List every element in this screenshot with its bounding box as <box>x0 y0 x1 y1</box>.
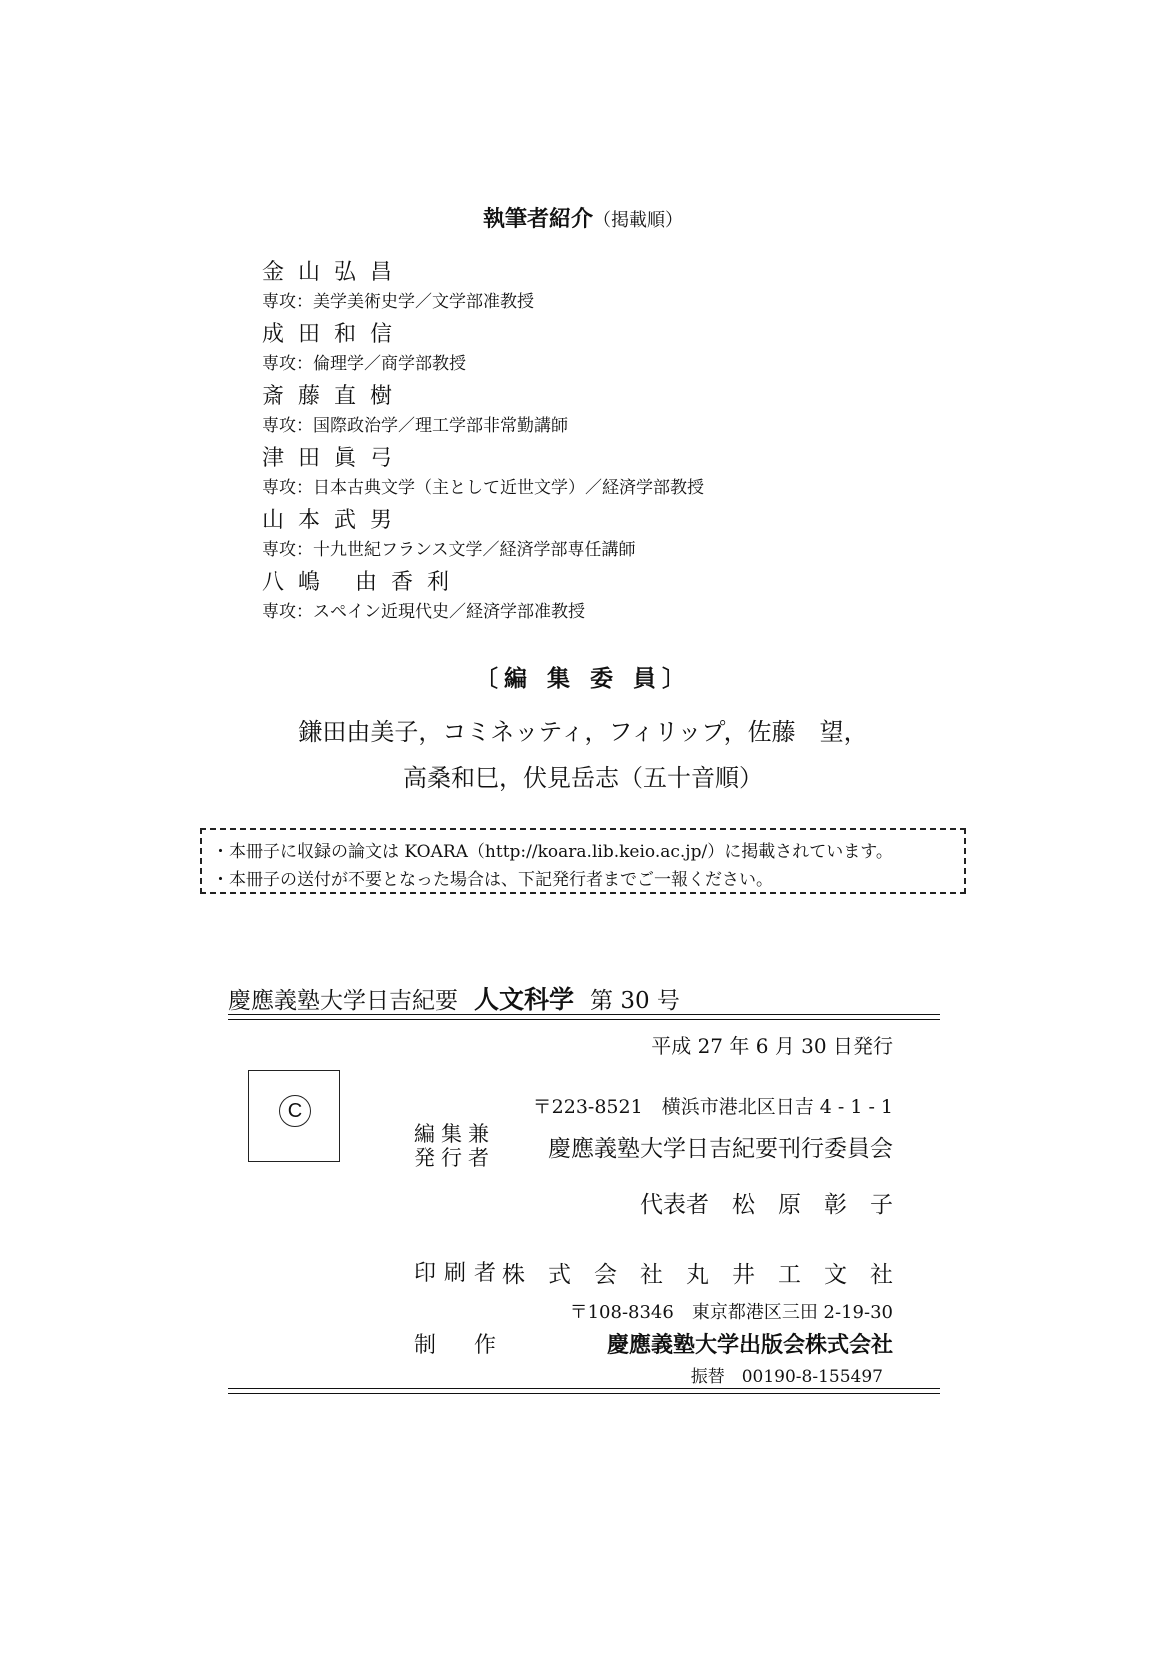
author-name: 成田和信 <box>262 322 407 347</box>
publication-title <box>228 980 680 1016</box>
authors-title <box>0 202 1166 233</box>
author-spec: 専攻：倫理学／商学部教授 <box>262 354 466 374</box>
author-name: 山本武男 <box>262 508 407 533</box>
editor-address: 〒223-8521 横浜市港北区日吉 4 - 1 - 1 <box>532 1096 893 1118</box>
author-name: 斎藤直樹 <box>262 384 407 409</box>
author-name: 津田眞弓 <box>262 446 407 471</box>
notice-line-1: ・本冊子に収録の論文は KOARA（http://koara.lib.keio.ac.jp/）に掲載されています。 <box>212 842 893 862</box>
committee-heading: 〔編 集 委 員〕 <box>474 665 692 692</box>
author-name: 八嶋 由香利 <box>262 570 463 595</box>
producer-name: 慶應義塾大学出版会株式会社 <box>606 1332 893 1358</box>
transfer-account: 振替 00190-8-155497 <box>690 1367 883 1387</box>
journal-issue: 第 30 号 <box>590 988 680 1014</box>
committee-line-1: 鎌田由美子，コミネッティ，フィリップ，佐藤 望， <box>298 718 868 746</box>
editor-name: 慶應義塾大学日吉紀要刊行委員会 <box>548 1136 893 1162</box>
authors-title-text: 執筆者紹介 <box>482 206 593 232</box>
editor-label <box>414 1122 495 1170</box>
printer-label: 印刷者 <box>414 1261 505 1286</box>
notice-line-2: ・本冊子の送付が不要となった場合は、下記発行者までご一報ください。 <box>212 870 773 890</box>
author-spec: 専攻：国際政治学／理工学部非常勤講師 <box>262 416 568 436</box>
author-spec: 専攻：日本古典文学（主として近世文学）／経済学部教授 <box>262 478 704 498</box>
publication-date: 平成 27 年 6 月 30 日発行 <box>651 1034 893 1058</box>
bottom-double-rule <box>228 1388 940 1394</box>
author-name: 金山弘昌 <box>262 260 407 285</box>
copyright-box <box>248 1070 340 1162</box>
editor-label-line-1: 編集兼 <box>414 1122 495 1146</box>
authors-title-note: （掲載順） <box>593 210 683 231</box>
producer-address: 〒108-8346 東京都港区三田 2-19-30 <box>569 1302 893 1323</box>
top-double-rule <box>228 1014 940 1020</box>
producer-label: 制 作 <box>414 1333 505 1358</box>
notice-box <box>200 828 966 894</box>
journal-field: 人文科学 <box>474 985 575 1014</box>
representative: 代表者 松 原 彰 子 <box>640 1192 893 1218</box>
copyright-icon: C <box>279 1095 311 1127</box>
committee-line-2: 高桑和巳，伏見岳志（五十音順） <box>403 764 763 792</box>
printer-name: 株 式 会 社 丸 井 工 文 社 <box>502 1262 893 1288</box>
author-spec: 専攻：十九世紀フランス文学／経済学部専任講師 <box>262 540 636 560</box>
journal-name: 慶應義塾大学日吉紀要 <box>228 988 458 1014</box>
editor-label-line-2: 発行者 <box>414 1146 495 1170</box>
author-spec: 専攻：スペイン近現代史／経済学部准教授 <box>262 602 585 622</box>
author-spec: 専攻：美学美術史学／文学部准教授 <box>262 292 534 312</box>
